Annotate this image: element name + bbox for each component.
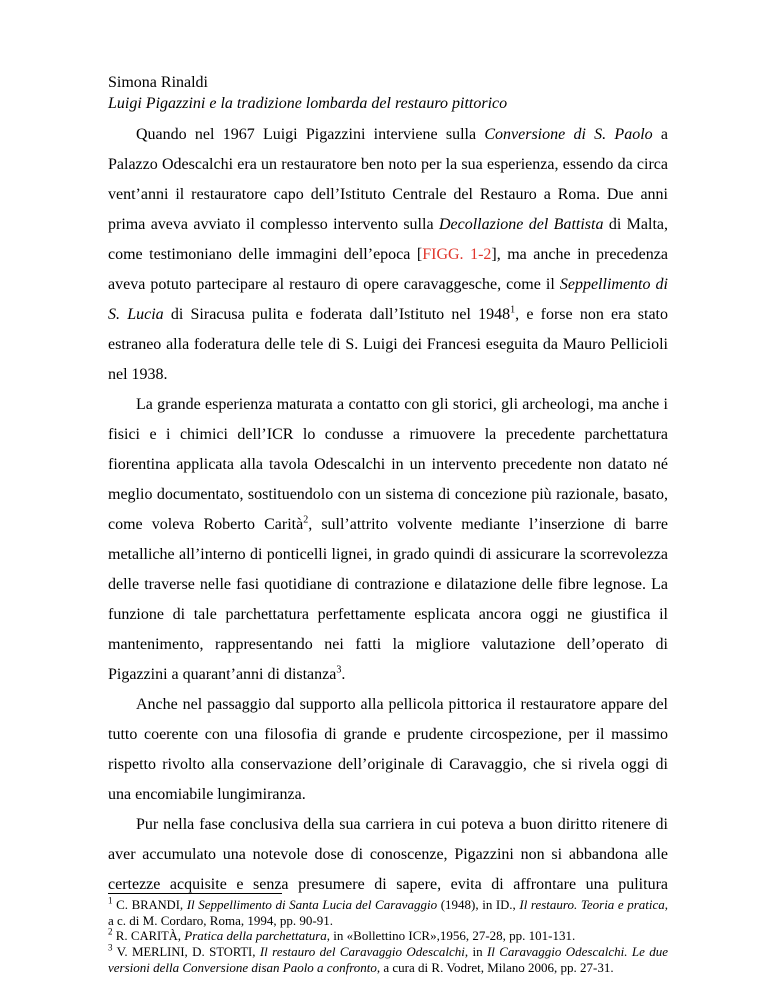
footnote-1: $^1$ C. BRANDI, Il Seppellimento di Santa Lucia del Caravaggio (1948), in ID., Il restauro. Teoria e pratica, a c. di M. Cordaro, Roma, 1994, pp. 90-91. [108,895,669,928]
footnotes [108,897,668,975]
footnote-2: $^2$ R. CARITÀ, Pratica della parchettatura, in «Bollettino ICR»,1956, 27-28, pp. 101-131. [108,926,576,943]
footnote-3: $^3$ V. MERLINI, D. STORTI, Il restauro del Caravaggio Odescalchi, in Il Caravaggio Odescalchi. Le due versioni della Conversione disan Paolo a confronto, a cura di R. Vodret, Milano 2006, pp. 27-31. [108,942,668,975]
article-title: Luigi Pigazzini e la tradizione lombarda del restauro pittorico [108,95,508,112]
paragraph-4: Pur nella fase conclusiva della sua carriera in cui poteva a buon diritto ritenere di aver accumulato una notevole dose di conoscenze, Pigazzini non si abbandona alle certezze acquisite e senza presumere di sapere, evita di affrontare una pulitura [108,816,668,893]
paragraph-2: La grande esperienza maturata a contatto con gli storici, gli archeologi, ma anche i fisici e i chimici dell’ICR lo condusse a rimuovere la precedente parchettatura fiorentina applicata alla tavola Odescalchi in un intervento precedente non datato né meglio documentato, sostituendolo con un sistema di concezione più razionale, basato, come voleva Roberto Carità$^2$, sull’attrito volvente mediante l’inserzione di barre metalliche all’interno di ponticelli lignei, in grado quindi di assicurare la scorrevolezza delle traverse nelle fasi quotidiane di contrazione e dilatazione delle fibre legnose. La funzione di tale parchettatura perfettamente esplicata ancora oggi ne giustifica il mantenimento, rappresentando nei fatti la migliore valutazione dell’operato di Pigazzini a quarant’anni di distanza$^3$. [108,396,668,683]
figure-reference: FIGG. 1-2 [422,246,492,263]
footnote-separator [108,893,282,894]
footnote-ref-3: 3 [336,664,342,676]
footnote-ref-1: 1 [510,304,516,316]
footnote-ref-2: 2 [303,514,309,526]
paragraph-1: Quando nel 1967 Luigi Pigazzini interviene sulla Conversione di S. Paolo a Palazzo Odescalchi era un restauratore ben noto per la sua esperienza, essendo da circa vent’anni il restauratore capo dell’Istituto Centrale del Restauro a Roma. Due anni prima aveva avviato il complesso intervento sulla Decollazione del Battista di Malta, come testimoniano delle immagini dell’epoca [FIGG. 1-2], ma anche in precedenza aveva potuto partecipare al restauro di opere caravaggesche, come il Seppellimento di S. Lucia di Siracusa pulita e foderata dall’Istituto nel 1948$^1$, e forse non era stato estraneo alla foderatura delle tele di S. Luigi dei Francesi eseguita da Mauro Pellicioli nel 1938. [108,126,669,383]
article-header [108,72,668,114]
article-body [108,120,668,900]
paragraph-3: Anche nel passaggio dal supporto alla pellicola pittorica il restauratore appare del tutto coerente con una filosofia di grande e prudente circospezione, per il massimo rispetto rivolto alla conservazione dell’originale di Caravaggio, che si rivela oggi di una encomiabile lungimiranza. [108,696,668,803]
author-name: Simona Rinaldi [108,74,208,91]
